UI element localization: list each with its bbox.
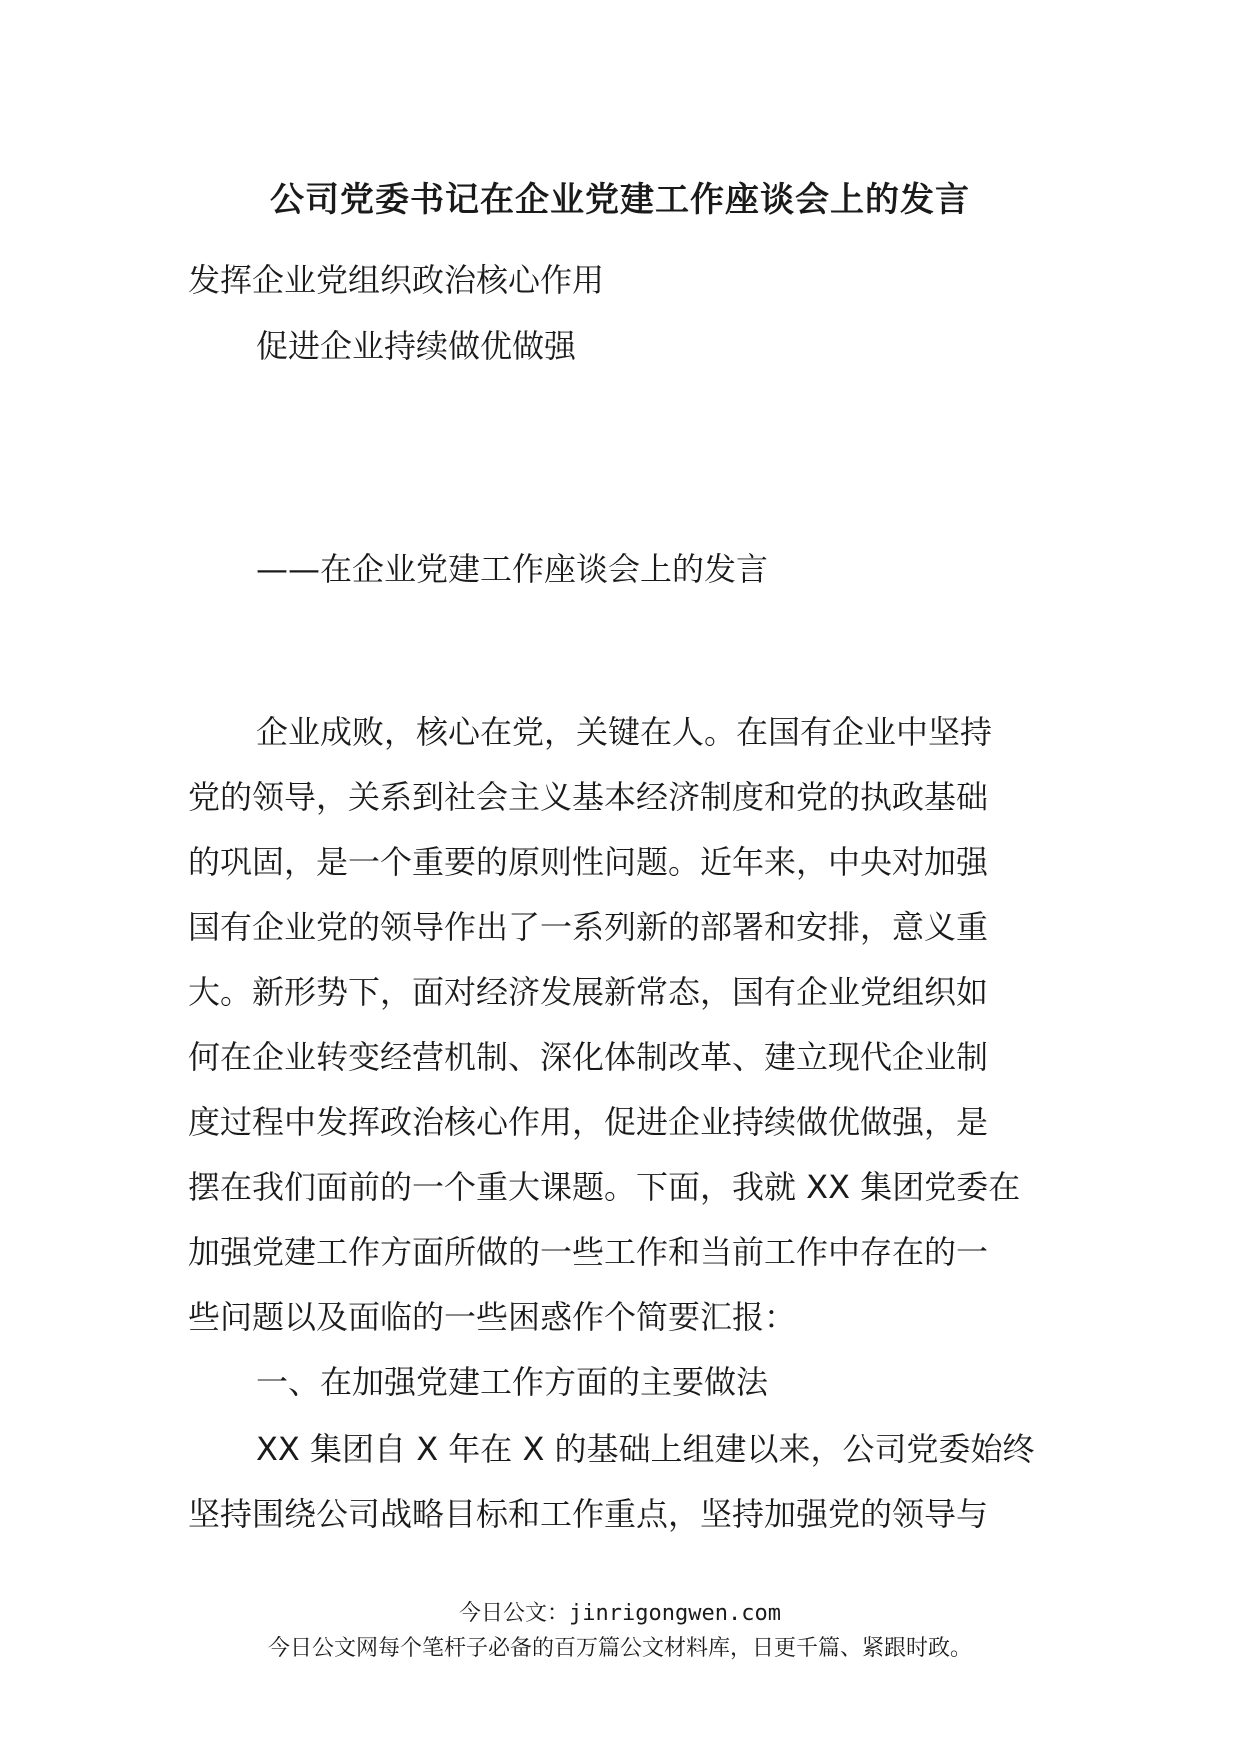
paragraph-1 bbox=[188, 700, 1068, 1350]
paragraph-line: XX 集团自 X 年在 X 的基础上组建以来，公司党委始终 bbox=[256, 1430, 1035, 1468]
paragraph-line: 些问题以及面临的一些困惑作个简要汇报： bbox=[188, 1298, 797, 1336]
footer-site-link[interactable]: jinrigongwen.com bbox=[569, 1601, 781, 1626]
document-title: 公司党委书记在企业党建工作座谈会上的发言 bbox=[270, 180, 970, 220]
paragraph-line: 坚持围绕公司战略目标和工作重点，坚持加强党的领导与 bbox=[188, 1495, 989, 1533]
paragraph-2 bbox=[188, 1417, 1068, 1547]
footer-site-line bbox=[0, 1599, 1240, 1629]
paragraph-line: 何在企业转变经营机制、深化体制改革、建立现代企业制 bbox=[188, 1038, 989, 1076]
paragraph-line: 党的领导，关系到社会主义基本经济制度和党的执政基础 bbox=[188, 778, 989, 816]
footer-slogan: 今日公文网每个笔杆子必备的百万篇公文材料库，日更千篇、紧跟时政。 bbox=[267, 1636, 972, 1661]
paragraph-line: 企业成败，核心在党，关键在人。在国有企业中坚持 bbox=[256, 713, 993, 751]
paragraph-line: 加强党建工作方面所做的一些工作和当前工作中存在的一 bbox=[188, 1233, 989, 1271]
paragraph-line: 度过程中发挥政治核心作用，促进企业持续做优做强，是 bbox=[188, 1103, 989, 1141]
paragraph-line: 摆在我们面前的一个重大课题。下面，我就 XX 集团党委在 bbox=[188, 1168, 1021, 1206]
paragraph-line: 国有企业党的领导作出了一系列新的部署和安排，意义重 bbox=[188, 908, 989, 946]
footer-label: 今日公文： bbox=[459, 1601, 570, 1626]
section-heading-1: 一、在加强党建工作方面的主要做法 bbox=[256, 1363, 769, 1401]
paragraph-line: 大。新形势下，面对经济发展新常态，国有企业党组织如 bbox=[188, 973, 989, 1011]
subtitle-line-2: 促进企业持续做优做强 bbox=[256, 327, 577, 365]
subtitle-line-1: 发挥企业党组织政治核心作用 bbox=[188, 261, 605, 299]
subtitle-line-3: ——在企业党建工作座谈会上的发言 bbox=[256, 550, 769, 588]
paragraph-line: 的巩固，是一个重要的原则性问题。近年来，中央对加强 bbox=[188, 843, 989, 881]
